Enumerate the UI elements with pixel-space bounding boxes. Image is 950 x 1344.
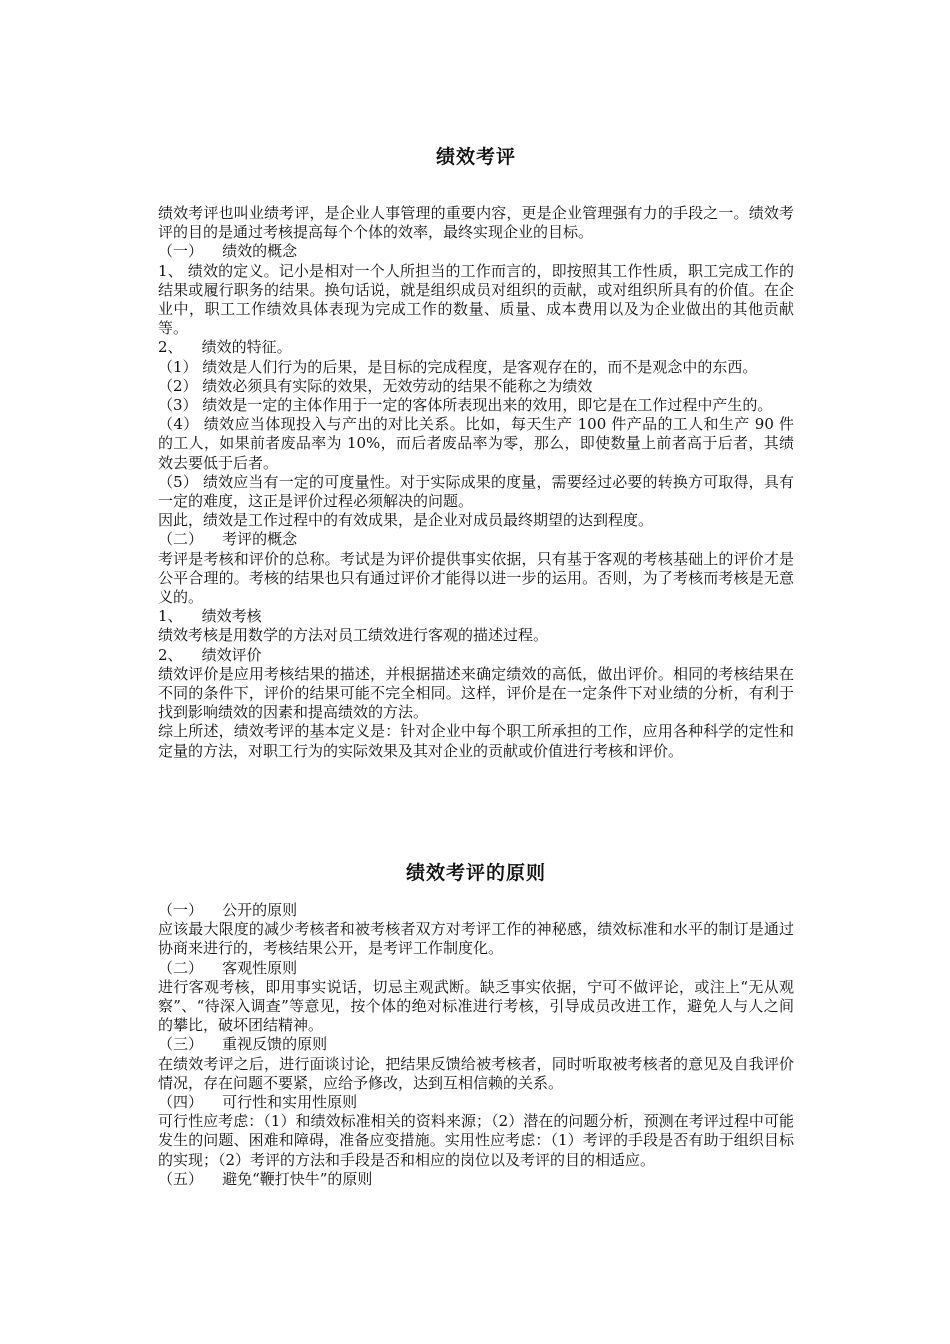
section-performance-appraisal-concept: [158, 204, 794, 761]
section-heading: （五） 避免“鞭打快牛”的原则: [158, 1169, 373, 1188]
paragraph: （2） 绩效必须具有实际的效果，无效劳动的结果不能称之为绩效: [158, 376, 593, 395]
paragraph: （4） 绩效应当体现投入与产出的对比关系。比如，每天生产 100 件产品的工人和生产 90 件的工人，如果前者废品率为 10%，而后者废品率为零，那么，即使数量上前者高于后者，其绩效去要低于后者。: [158, 415, 794, 472]
paragraph: 综上所述，绩效考评的基本定义是：针对企业中每个职工所承担的工作，应用各种科学的定性和定量的方法，对职工行为的实际效果及其对企业的贡献或价值进行考核和评价。: [158, 722, 794, 760]
paragraph: 1、 绩效的定义。记小是相对一个人所担当的工作而言的，即按照其工作性质，职工完成工作的结果或履行职务的结果。换句话说，就是组织成员对组织的贡献，或对组织所具有的价值。在企业中，职工工作绩效具体表现为完成工作的数量、质量、成本费用以及为企业做出的其他贡献等。: [158, 261, 794, 338]
paragraph: 进行客观考核，即用事实说话，切忌主观武断。缺乏事实依据，宁可不做评论，或注上“无从观察”、“待深入调查”等意见，按个体的绝对标准进行考核，引导成员改进工作，避免人与人之间的攀比，破坏团结精神。: [158, 977, 794, 1035]
section-heading: 2、 绩效的特征。: [158, 338, 292, 357]
section-heading: 1、 绩效考核: [158, 607, 262, 626]
document-title: 绩效考评: [435, 146, 516, 168]
section-heading: （四） 可行性和实用性原则: [158, 1093, 358, 1112]
section-title-principles: 绩效考评的原则: [405, 862, 546, 884]
section-heading: （一） 绩效的概念: [158, 242, 298, 261]
paragraph: （1） 绩效是人们行为的后果，是目标的完成程度，是客观存在的，而不是观念中的东西。: [158, 357, 758, 376]
section-heading: （三） 重视反馈的原则: [158, 1035, 328, 1054]
section-principles: [158, 901, 794, 1189]
section-heading: （一） 公开的原则: [158, 901, 298, 919]
paragraph: 绩效考核是用数学的方法对员工绩效进行客观的描述过程。: [158, 626, 549, 645]
paragraph: 绩效评价是应用考核结果的描述，并根据描述来确定绩效的高低，做出评价。相同的考核结果在不同的条件下，评价的结果可能不完全相同。这样，评价是在一定条件下对业绩的分析，有利于找到影响绩效的因素和提高绩效的方法。: [158, 664, 794, 722]
paragraph: 考评是考核和评价的总称。考试是为评价提供事实依据，只有基于客观的考核基础上的评价才是公平合理的。考核的结果也只有通过评价才能得以进一步的运用。否则，为了考核而考核是无意义的。: [158, 549, 794, 607]
paragraph: （5） 绩效应当有一定的可度量性。对于实际成果的度量，需要经过必要的转换方可取得，具有一定的难度，这正是评价过程必须解决的问题。: [158, 472, 794, 511]
paragraph: （3） 绩效是一定的主体作用于一定的客体所表现出来的效用，即它是在工作过程中产生的。: [158, 396, 773, 415]
paragraph: 绩效考评也叫业绩考评，是企业人事管理的重要内容，更是企业管理强有力的手段之一。绩效考评的目的是通过考核提高每个个体的效率，最终实现企业的目标。: [158, 204, 794, 242]
paragraph: 应该最大限度的减少考核者和被考核者双方对考评工作的神秘感，绩效标准和水平的制订是通过协商来进行的，考核结果公开，是考评工作制度化。: [158, 920, 794, 958]
section-heading: 2、 绩效评价: [158, 645, 262, 664]
paragraph: 因此，绩效是工作过程中的有效成果，是企业对成员最终期望的达到程度。: [158, 511, 654, 530]
section-heading: （二） 客观性原则: [158, 958, 298, 977]
paragraph: 可行性应考虑：（1）和绩效标准相关的资料来源；（2）潜在的问题分析，预测在考评过程中可能发生的问题、困难和障碍，准备应变措施。实用性应考虑：（1）考评的手段是否有助于组织目标的实现；（2）考评的方法和手段是否和相应的岗位以及考评的目的相适应。: [158, 1112, 794, 1169]
section-heading: （二） 考评的概念: [158, 530, 298, 549]
paragraph: 在绩效考评之后，进行面谈讨论，把结果反馈给被考核者，同时听取被考核者的意见及自我评价情况，存在问题不要紧，应给予修改，达到互相信赖的关系。: [158, 1054, 794, 1092]
